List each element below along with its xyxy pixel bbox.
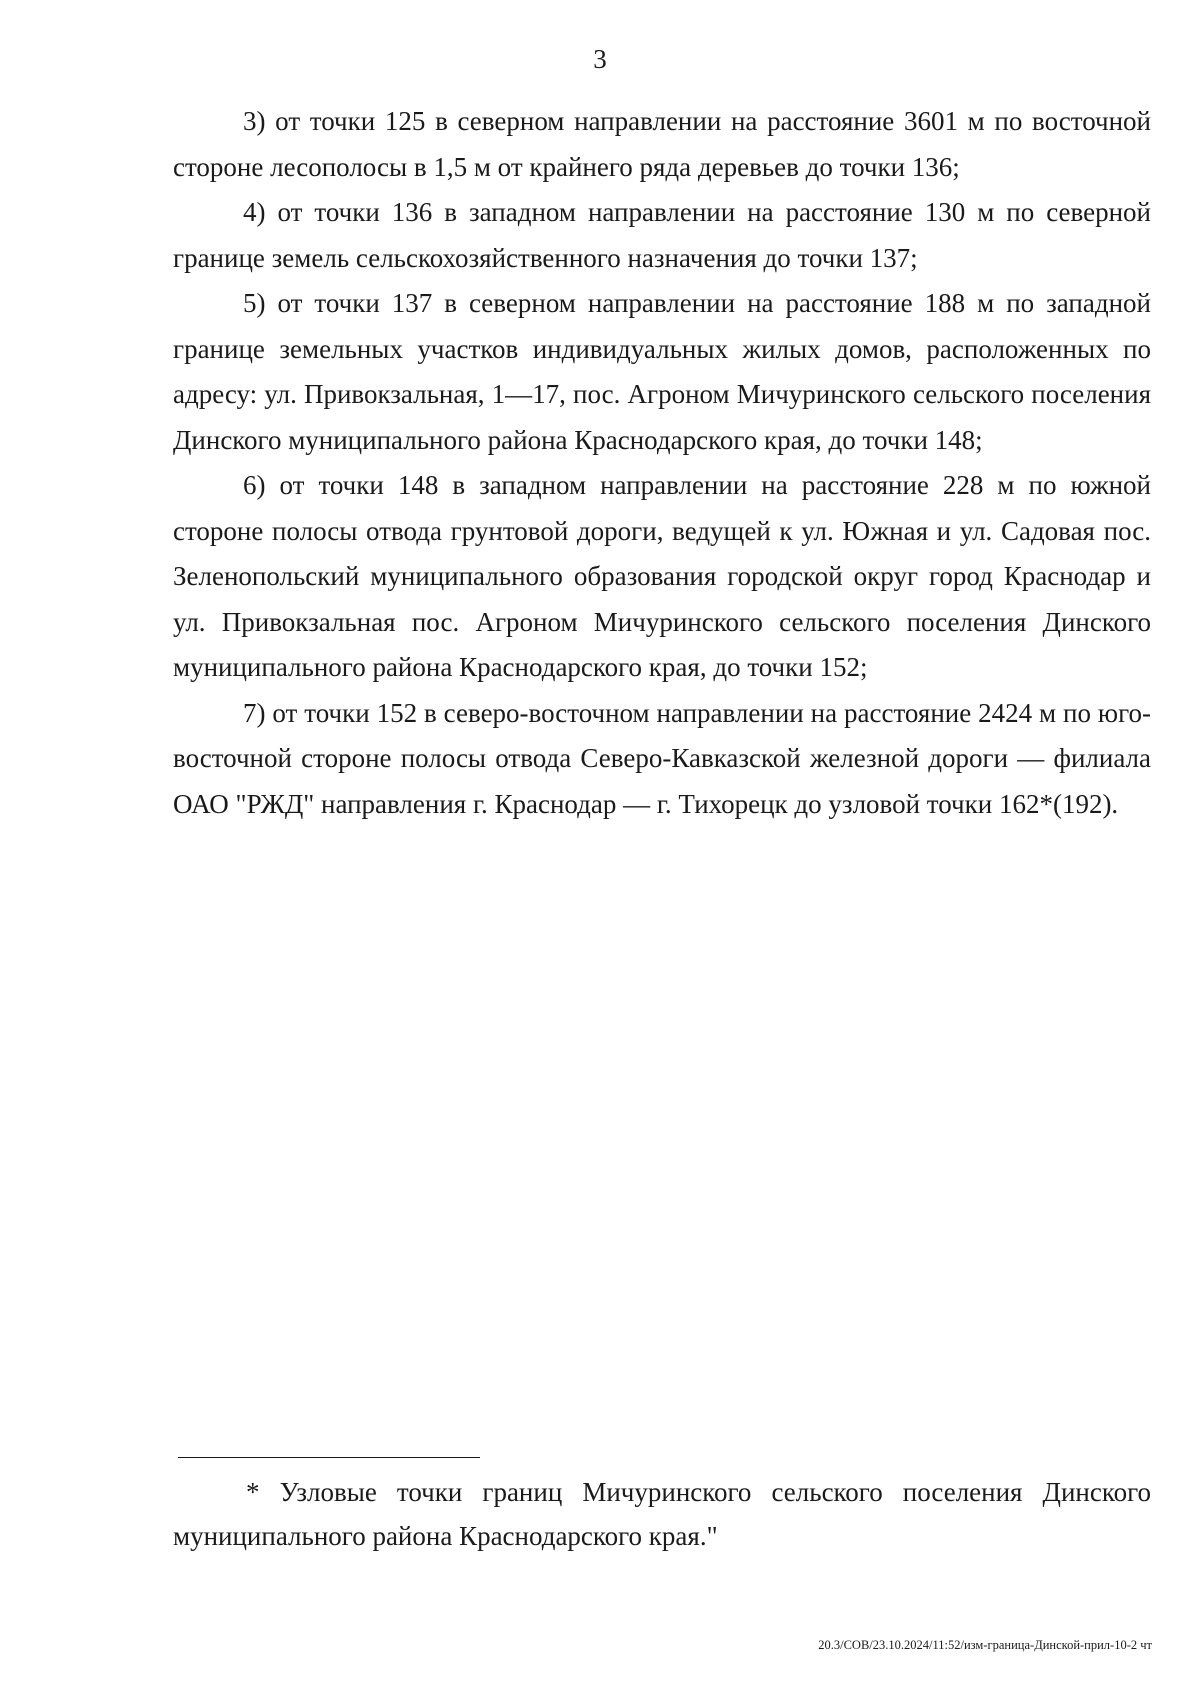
paragraph-item-4: 4) от точки 136 в западном направлении на расстояние 130 м по северной границе земель сельскохозяйственного назначения до точки 137;	[173, 197, 1151, 273]
paragraph-item-5: 5) от точки 137 в северном направлении на расстояние 188 м по западной границе земельных участков индивидуальных жилых домов, расположенных по адресу: ул. Привокзальная, 1—17, пос. Агроном Мичуринского сельского поселения Динского муниципального района Краснодарского края, до точки 148;	[173, 288, 1151, 455]
paragraph-item-6: 6) от точки 148 в западном направлении на расстояние 228 м по южной стороне полосы отвода грунтовой дороги, ведущей к ул. Южная и ул. Садовая пос. Зеленопольский муниципального образования городской округ город Краснодар и ул. Привокзальная пос. Агроном Мичуринского сельского поселения Динского муниципального района Краснодарского края, до точки 152;	[173, 470, 1151, 682]
document-id: 20.3/СОВ/23.10.2024/11:52/изм-граница-Динской-прил-10-2 чт	[818, 1638, 1152, 1652]
body-text	[173, 99, 1151, 827]
page-number: 3	[593, 44, 607, 74]
paragraph-item-7: 7) от точки 152 в северо-восточном направлении на расстояние 2424 м по юго-восточной стороне полосы отвода Северо-Кавказской железной дороги — филиала ОАО "РЖД" направления г. Краснодар — г. Тихорецк до узловой точки 162*(192).	[173, 697, 1151, 819]
paragraph-item-3: 3) от точки 125 в северном направлении на расстояние 3601 м по восточной стороне лесополосы в 1,5 м от крайнего ряда деревьев до точки 136;	[173, 106, 1151, 182]
footnote-divider	[178, 1457, 480, 1458]
footnote: * Узловые точки границ Мичуринского сельского поселения Динского муниципального района Краснодарского края."	[173, 1477, 1151, 1551]
